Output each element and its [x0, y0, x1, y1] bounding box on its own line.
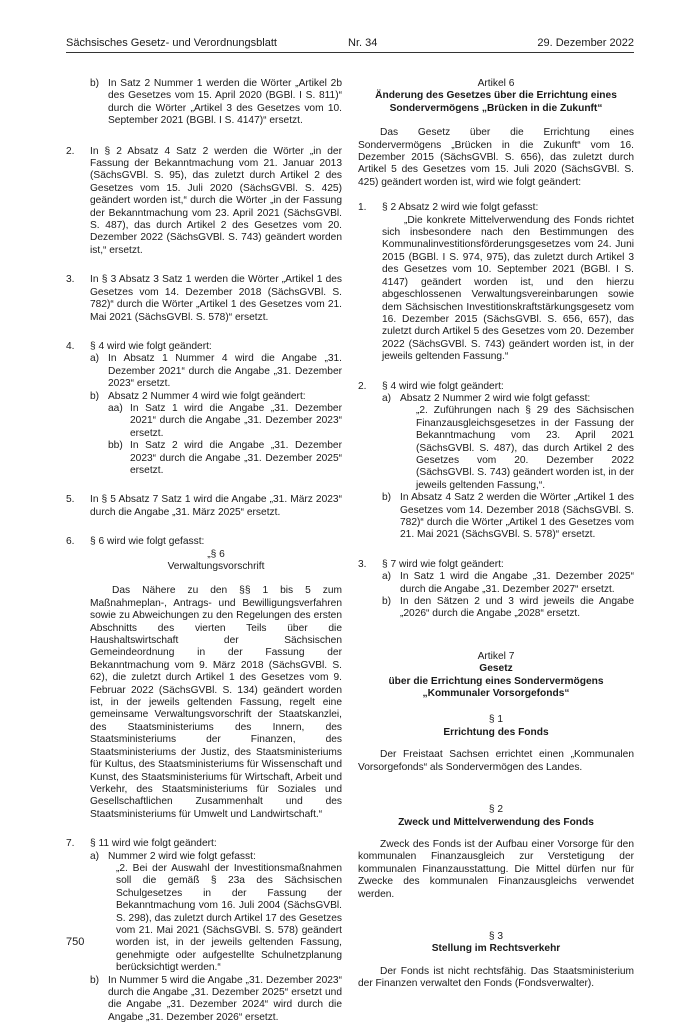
list-item: b) Absatz 2 Nummer 4 wird wie folgt geändert: — [90, 390, 306, 402]
list-item: b) In Absatz 4 Satz 2 werden die Wörter „Artikel 1 des Gesetzes vom 14. Dezember 2018 (SächsGVBl. S. 782)“ durch die Wörter „Artikel 1 des Gesetzes vom 21. Mai 2021 (SächsGVBl. S. 578)“ ersetzt. — [382, 492, 634, 541]
article-title: über die Errichtung eines Sondervermögens „Kommunaler Vorsorgefonds“ — [388, 675, 604, 700]
section-title: Errichtung des Fonds — [443, 726, 549, 738]
list-item: a) In Satz 1 wird die Angabe „31. Dezember 2025“ durch die Angabe „31. Dezember 2027“ ersetzt. — [382, 571, 634, 595]
list-item: 1. § 2 Absatz 2 wird wie folgt gefasst: — [358, 202, 539, 214]
list-item: 2. § 4 wird wie folgt geändert: — [358, 380, 504, 392]
quoted-text: „2. Zuführungen nach § 29 des Sächsischen Finanzausgleichsgesetzes in der Fassung der Bekanntmachung vom 23. April 2021 (SächsGVBl. S. 487), das durch Artikel 2 des Gesetzes vom 20. Dezember 2022 (SächsGVBl. S. 743) geändert worden ist, in der jeweils geltenden Fassung,“. — [416, 405, 634, 491]
list-item: 7. § 11 wird wie folgt geändert: — [66, 838, 217, 850]
section-body: Zweck des Fonds ist der Aufbau einer Vorsorge für den kommunalen Finanzausgleich zur Verstetigung der kommunalen Finanzausstattung. Die Mittel dürfen nur für Zwecke des kommunalen Finanzausgleichs verwendet werden. — [358, 838, 634, 900]
gazette-title: Sächsisches Gesetz- und Verordnungsblatt — [66, 37, 277, 49]
section-heading: „§ 6 — [207, 548, 225, 560]
section-body: Das Nähere zu den §§ 1 bis 5 zum Maßnahmeplan-, Antrags- und Bewilligungsverfahren sowie zu Abweichungen zu den Regelungen des ersten Abschnitts des vierten Teils über die Haushaltswirtschaft der Sächsischen Gemeindeordnung in der Fassung der Bekanntmachung vom 9. März 2018 (SächsGVBl. S. 62), die zuletzt durch Artikel 1 des Gesetzes vom 9. Februar 2022 (SächsGVBl. S. 134) geändert worden ist, in der jeweils geltenden Fassung, regelt eine gemeinsame Verwaltungsvorschrift der Staatskanzlei, des Staatsministeriums des Innern, des Staatsministeriums der Finanzen, des Staatsministeriums der Justiz, des Staatsministeriums für Kultus, des Staatsministeriums für Wissenschaft und Kunst, des Staatsministeriums für Wirtschaft, Arbeit und Verkehr, des Staatsministeriums für Soziales und Gesellschaftlichen Zusammenhalt und des Staatsministeriums für Umwelt und Landwirtschaft.“ — [90, 585, 342, 820]
article-title: Änderung des Gesetzes über die Errichtung eines Sondervermögens „Brücken in die Zukunft“ — [375, 90, 617, 114]
list-item: a) Nummer 2 wird wie folgt gefasst: — [90, 850, 256, 862]
section-title: Verwaltungsvorschrift — [167, 561, 265, 572]
list-item: 3. In § 3 Absatz 3 Satz 1 werden die Wörter „Artikel 1 des Gesetzes vom 14. Dezember 2018 (SächsGVBl. S. 782)“ durch die Wörter „Artikel 1 des Gesetzes vom 21. Mai 2021 (SächsGVBl. S. 578)“ ersetzt. — [66, 274, 342, 323]
list-item: b) In Nummer 5 wird die Angabe „31. Dezember 2023“ durch die Angabe „31. Dezember 2025“ ersetzt und die Angabe „31. Dezember 2024“ wird durch die Angabe „31. Dezember 2026“ ersetzt. — [90, 974, 342, 1023]
list-item: 4. § 4 wird wie folgt geändert: — [66, 340, 212, 352]
section-heading: § 1 — [488, 714, 504, 726]
list-item: 3. § 7 wird wie folgt geändert: — [358, 558, 504, 570]
page-number: 750 — [66, 936, 85, 948]
list-item: a) In Absatz 1 Nummer 4 wird die Angabe „31. Dezember 2021“ durch die Angabe „31. Dezember 2023“ ersetzt. — [90, 353, 342, 390]
article-label: Artikel 6 — [477, 78, 515, 89]
list-item: bb) In Satz 2 wird die Angabe „31. Dezember 2023“ durch die Angabe „31. Dezember 2025“ ersetzt. — [108, 440, 342, 476]
article-label: Artikel 7 — [477, 650, 515, 662]
right-column — [358, 78, 634, 991]
quoted-paragraph — [90, 549, 342, 822]
list-item: b) In Satz 2 Nummer 1 werden die Wörter „Artikel 2b des Gesetzes vom 15. April 2020 (BGBl. I S. 811)“ durch die Wörter „Artikel 3 des Gesetzes vom 10. September 2021 (BGBl. I S. 4147)“ ersetzt. — [90, 78, 342, 127]
list-item: 5. In § 5 Absatz 7 Satz 1 wird die Angabe „31. März 2023“ durch die Angabe „31. März 2025“ ersetzt. — [66, 494, 342, 518]
list-item: 2. In § 2 Absatz 4 Satz 2 werden die Wörter „in der Fassung der Bekanntmachung vom 21. Januar 2013 (SächsGVBl. S. 95), das zuletzt durch Artikel 2 des Gesetzes vom 15. Juli 2020 (SächsGVBl. S. 425) geändert worden ist,“ durch die Wörter „in der Fassung der Bekanntmachung vom 23. April 2021 (SächsGVBl. S. 487), das durch Artikel 2 des Gesetzes vom 20. Dezember 2022 (SächsGVBl. S. 743) geändert worden ist,“ ersetzt. — [66, 145, 342, 256]
list-item: a) Absatz 2 Nummer 2 wird wie folgt gefasst: — [382, 392, 591, 404]
section-title: Zweck und Mittelverwendung des Fonds — [398, 816, 594, 828]
section-body: Der Fonds ist nicht rechtsfähig. Das Staatsministerium der Finanzen verwaltet den Fonds (Fondsverwalter). — [358, 965, 634, 990]
issue-date: 29. Dezember 2022 — [537, 37, 634, 49]
list-item: aa) In Satz 1 wird die Angabe „31. Dezember 2021“ durch die Angabe „31. Dezember 2023“ ersetzt. — [108, 402, 342, 439]
quoted-text: „Die konkrete Mittelverwendung des Fonds richtet sich insbesondere nach den Bestimmungen des Kommunalinvestitionsförderungsgesetzes vom 24. Juni 2015 (BGBl. I S. 974, 975), das zuletzt durch Artikel 3 des Gesetzes vom 10. September 2021 (BGBl. I S. 4147) geändert worden ist, und den hierzu abgeschlossenen Verwaltungsvereinbarungen sowie dem Sächsischen Investitionskraftstärkungsgesetz vom 16. Dezember 2015 (SächsGVBl. S. 656, 657), das zuletzt durch Artikel 5 des Gesetzes vom 20. Dezember 2022 (SächsGVBl. S. 743) geändert worden ist, in der jeweils geltenden Fassung.“ — [382, 214, 634, 363]
list-item: b) In den Sätzen 2 und 3 wird jeweils die Angabe „2026“ durch die Angabe „2028“ ersetzt. — [382, 596, 634, 620]
section-heading: § 3 — [488, 930, 504, 942]
issue-number: Nr. 34 — [348, 37, 378, 49]
header-rule — [66, 52, 634, 53]
section-title: Stellung im Rechtsverkehr — [431, 943, 561, 955]
article-intro: Das Gesetz über die Errichtung eines Sondervermögens „Brücken in die Zukunft“ vom 16. Dezember 2015 (SächsGVBl. S. 656), das zuletzt durch Artikel 5 des Gesetzes vom 15. Juli 2020 (SächsGVBl. S. 425) geändert worden ist, wird wie folgt geändert: — [358, 127, 634, 188]
quoted-text: „2. Bei der Auswahl der Investitionsmaßnahmen soll die gemäß § 23a des Sächsischen Schulgesetzes in der Fassung der Bekanntmachung vom 16. Juli 2004 (SächsGVBl. S. 298), das zuletzt durch Artikel 17 des Gesetzes vom 21. Mai 2021 (SächsGVBl. S. 578) geändert worden ist, in der jeweils geltenden Fassung, genehmigte oder aufgestellte Schulnetzplanung berücksichtigt werden.“ — [116, 862, 342, 974]
section-body: Der Freistaat Sachsen errichtet einen „Kommunalen Vorsorgefonds“ als Sondervermögen des Landes. — [358, 749, 634, 773]
list-item: 6. § 6 wird wie folgt gefasst: — [66, 536, 205, 548]
left-column — [66, 78, 342, 1024]
article-title: Gesetz — [479, 663, 513, 675]
section-heading: § 2 — [488, 804, 504, 816]
page-header — [66, 36, 634, 50]
